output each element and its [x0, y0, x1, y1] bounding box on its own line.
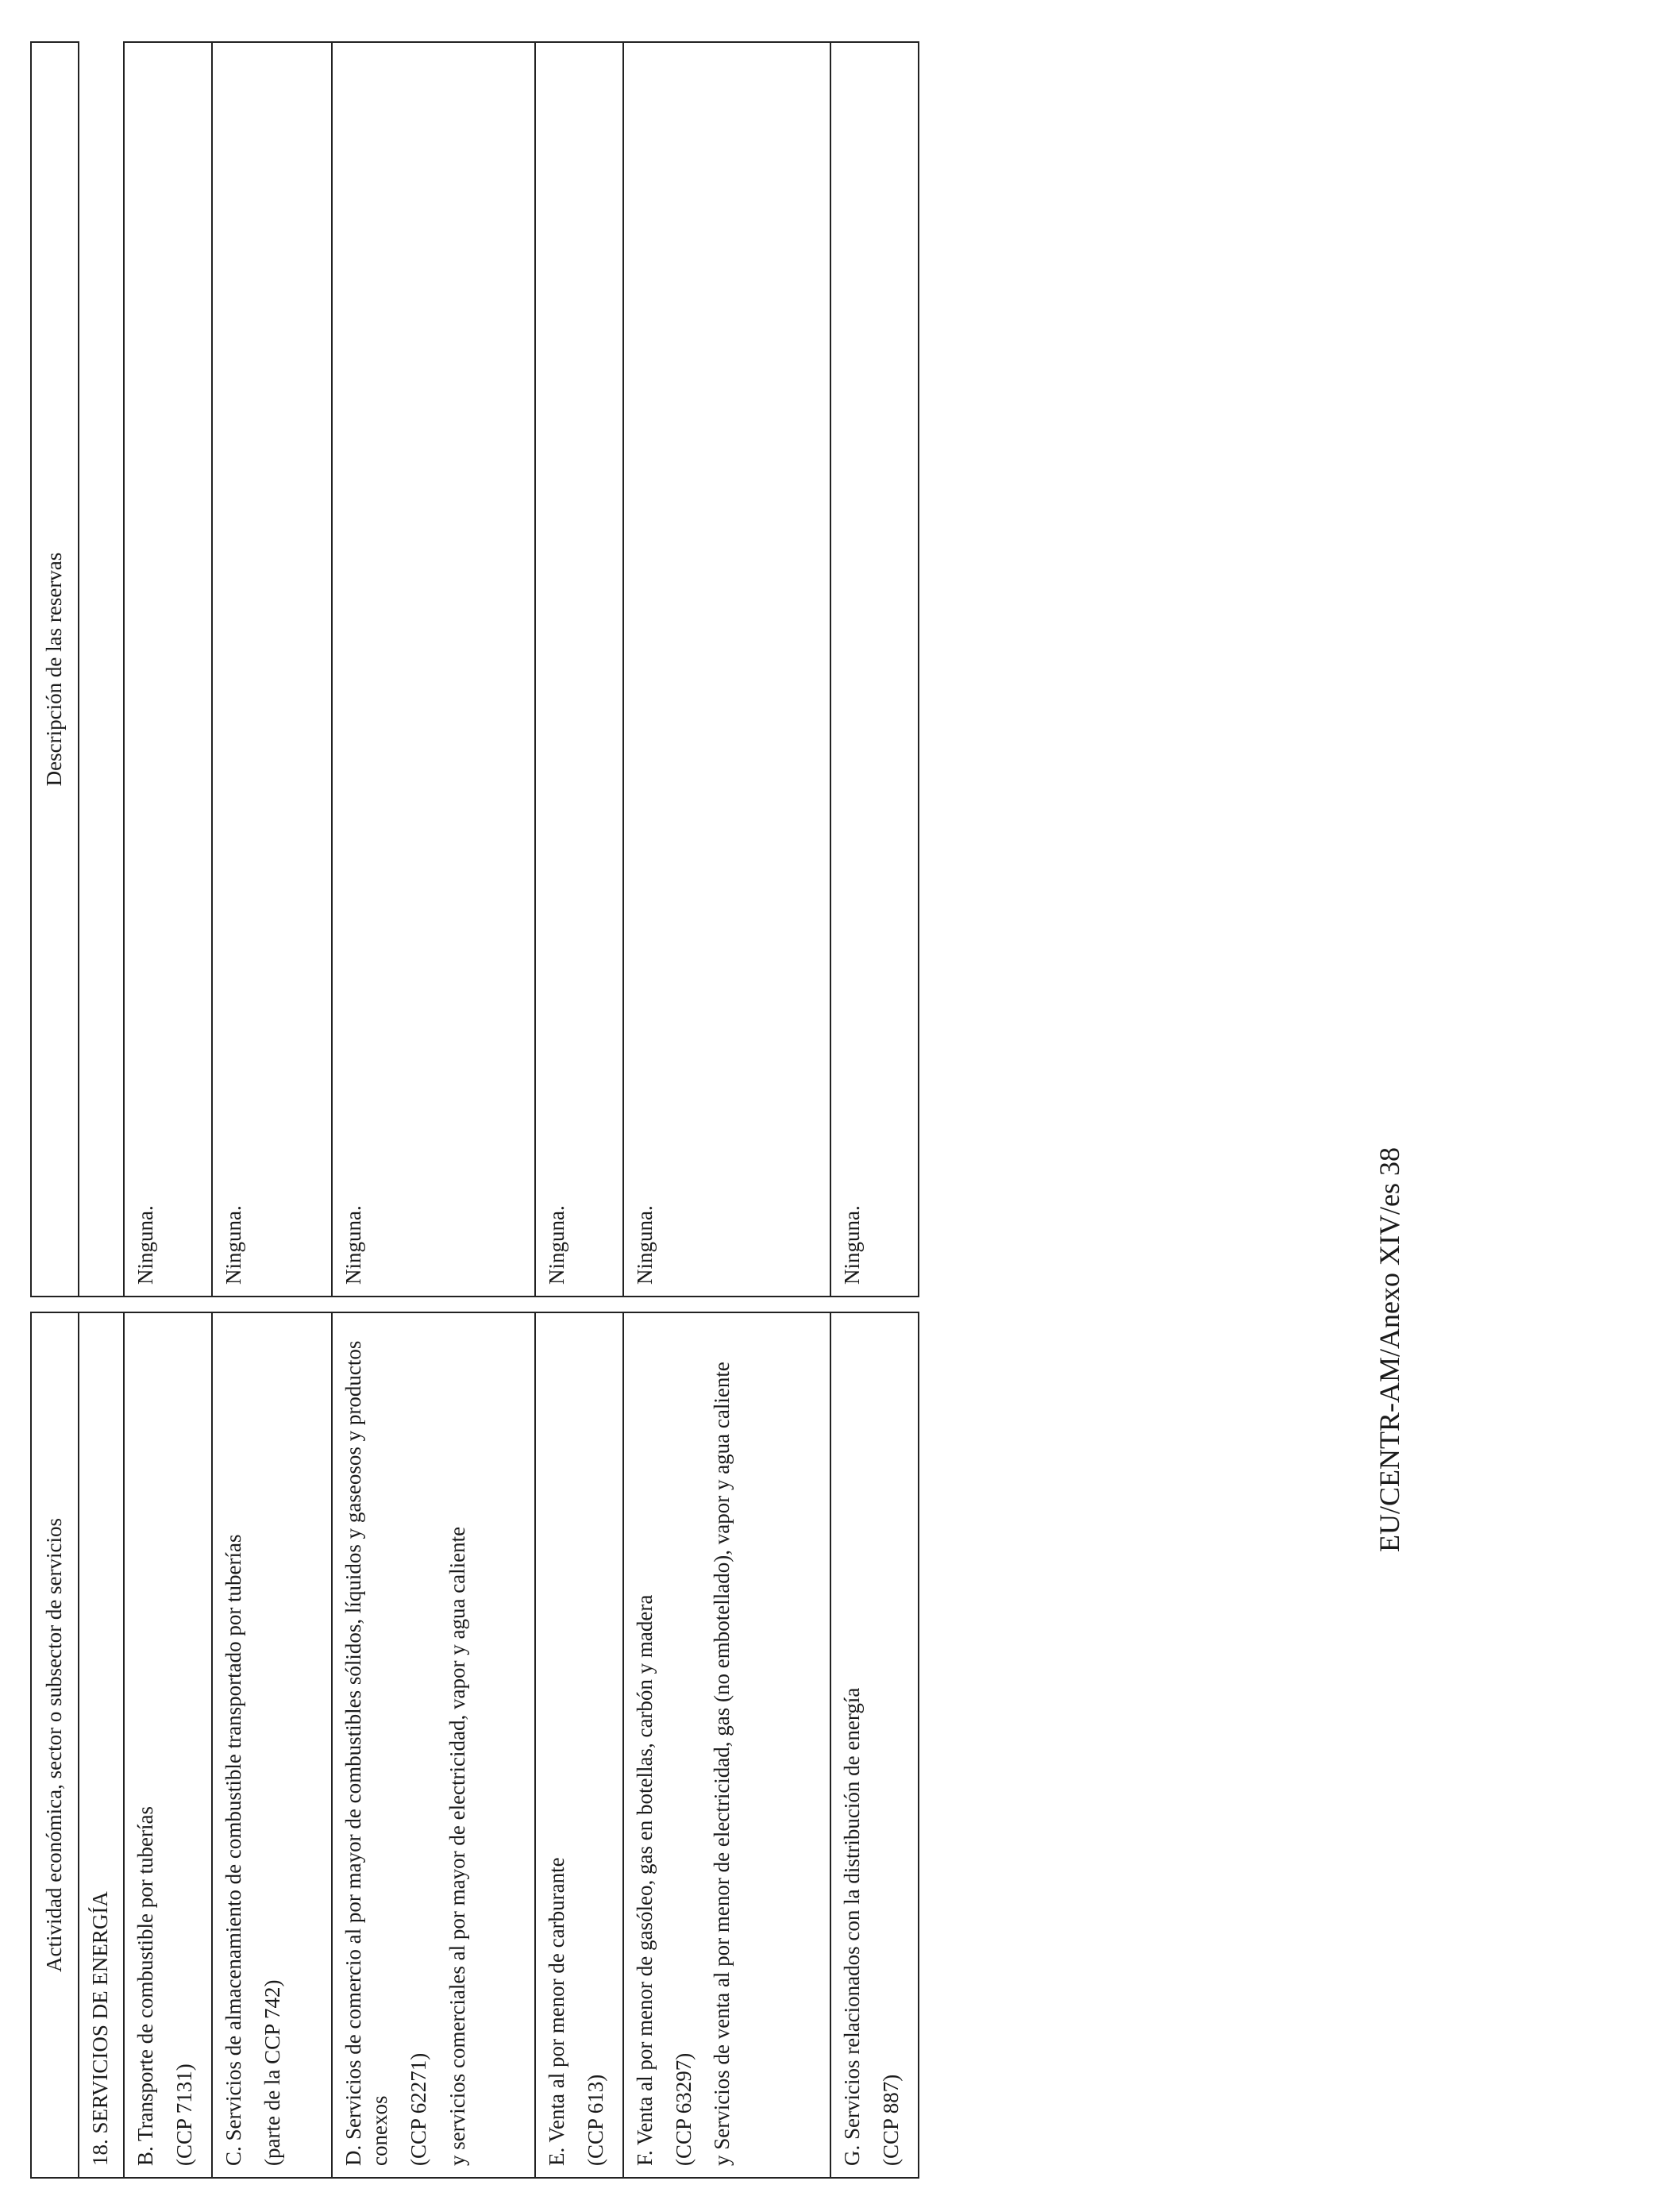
- table-row: [124, 42, 212, 2178]
- table-row: [623, 42, 830, 2178]
- activity-code: (CCP 887): [878, 2074, 903, 2166]
- activity-text: E. Venta al por menor de carburante: [544, 1857, 568, 2166]
- column-gap: [79, 1297, 125, 1312]
- activity-cell: [535, 1312, 623, 2178]
- activity-cell: [623, 1312, 830, 2178]
- table-row: [332, 42, 535, 2178]
- activity-text: F. Venta al por menor de gasóleo, gas en botellas, carbón y madera: [632, 1594, 657, 2166]
- activity-cell: [830, 1312, 919, 2178]
- reserve-cell: Ninguna.: [332, 42, 535, 1297]
- sector-row: [79, 42, 125, 2178]
- activity-text: D. Servicios de comercio al por mayor de combustibles sólidos, líquidos y gaseosos y productos conexos: [341, 1340, 391, 2166]
- table-row: [535, 42, 623, 2178]
- activity-code: (parte de la CCP 742): [260, 1979, 285, 2166]
- column-gap: [830, 1297, 919, 1312]
- header-activity: Actividad económica, sector o subsector de servicios: [31, 1312, 79, 2178]
- activity-text: G. Servicios relacionados con la distribución de energía: [840, 1687, 864, 2166]
- activity-text-extra: y Servicios de venta al por menor de electricidad, gas (no embotellado), vapor y agua caliente: [710, 1362, 734, 2166]
- reserve-cell: Ninguna.: [830, 42, 919, 1297]
- reserves-table: [30, 41, 919, 2179]
- page-footer-reference: EU/CENTR-AM/Anexo XIV/es 38: [1374, 1147, 1405, 1552]
- activity-code: (CCP 62271): [406, 2052, 430, 2166]
- column-gap: [31, 1297, 79, 1312]
- column-gap: [535, 1297, 623, 1312]
- activity-text: C. Servicios de almacenamiento de combustible transportado por tuberías: [222, 1534, 246, 2166]
- rotated-page-content: [30, 43, 919, 2179]
- column-gap: [623, 1297, 830, 1312]
- sector-blank-cell: [79, 42, 125, 1297]
- activity-cell: [212, 1312, 331, 2178]
- sector-title: 18. SERVICIOS DE ENERGÍA: [79, 1312, 125, 2178]
- reserve-cell: Ninguna.: [124, 42, 212, 1297]
- table-header-row: [31, 42, 79, 2178]
- reserve-cell: Ninguna.: [212, 42, 331, 1297]
- reserve-cell: Ninguna.: [535, 42, 623, 1297]
- table-row: [212, 42, 331, 2178]
- reserve-cell: Ninguna.: [623, 42, 830, 1297]
- activity-cell: [124, 1312, 212, 2178]
- column-gap: [332, 1297, 535, 1312]
- header-description: Descripción de las reservas: [31, 42, 79, 1297]
- activity-code: (CCP 63297): [671, 2052, 696, 2166]
- activity-code: (CCP 7131): [172, 2063, 197, 2166]
- table-row: [830, 42, 919, 2178]
- activity-text: B. Transporte de combustible por tuberías: [133, 1806, 158, 2166]
- column-gap: [124, 1297, 212, 1312]
- activity-cell: [332, 1312, 535, 2178]
- column-gap: [212, 1297, 331, 1312]
- activity-code: (CCP 613): [583, 2074, 607, 2166]
- activity-text-extra: y servicios comerciales al por mayor de electricidad, vapor y agua caliente: [445, 1526, 469, 2166]
